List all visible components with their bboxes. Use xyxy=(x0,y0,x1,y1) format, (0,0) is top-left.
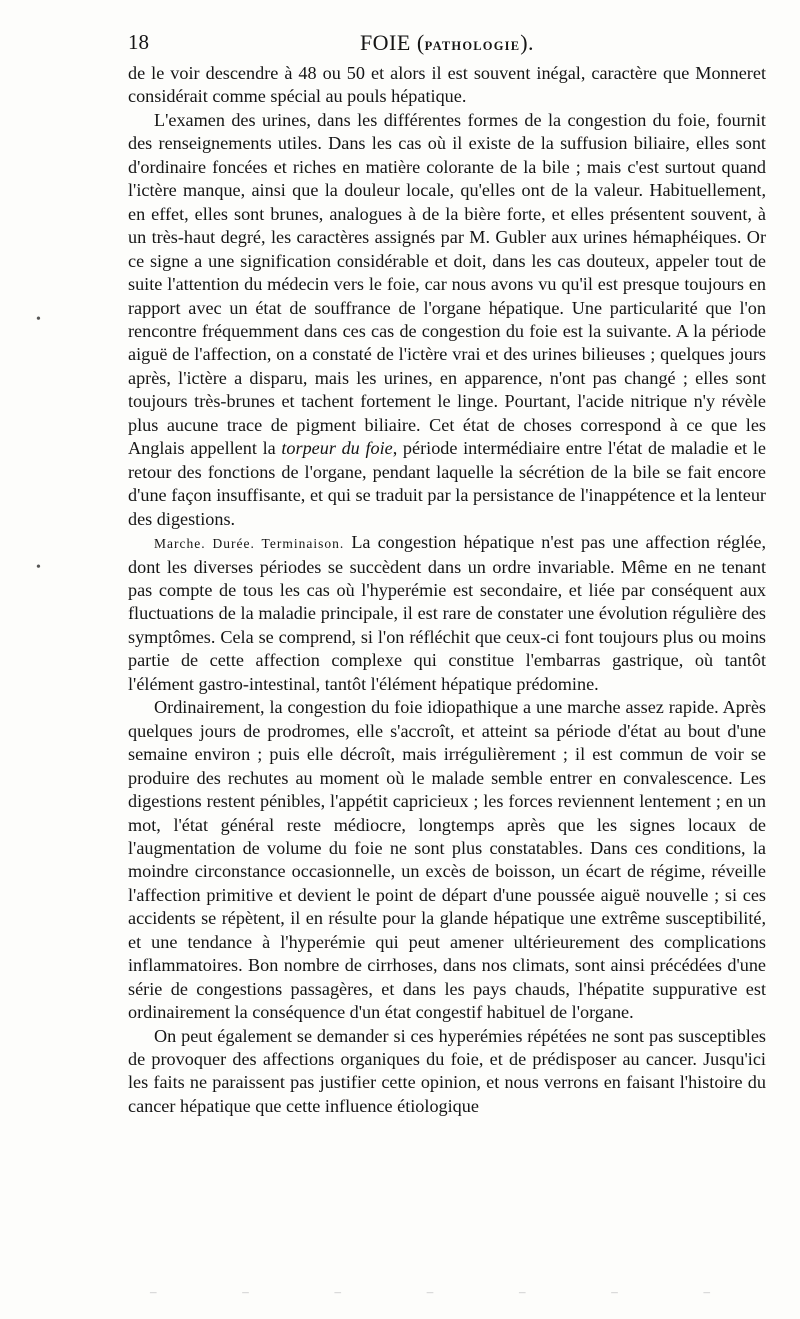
margin-dot: • xyxy=(36,560,41,575)
paragraph-urines-part-a: L'examen des urines, dans les différentes formes de la congestion du foie, fournit des renseignements utiles. Dans les cas où il existe de la suffusion biliaire, elles sont d'ordinaire foncées et riches en matière colorante de la bile ; mais c'est surtout quand l'ictère manque, ainsi que la douleur locale, qu'elles ont de la valeur. Habituellement, en effet, elles sont brunes, analogues à de la bière forte, et elles présentent souvent, à un très-haut degré, les caractères assignés par M. Gubler aux urines hémaphéiques. Or ce signe a une signification considérable et doit, dans les cas douteux, appeler tout de suite l'attention du médecin vers le foie, car nous avons vu qu'il est presque toujours en rapport avec un état de souffrance de l'organe hépatique. Une particularité que l'on rencontre fréquemment dans ces cas de congestion du foie est la suivante. A la période aiguë de l'affection, on a constaté de l'ictère vrai et des urines bilieuses ; quelques jours après, l'ictère a disparu, mais les urines, en apparence, n'ont pas changé ; elles sont toujours très-brunes et tachent fortement le linge. Pourtant, l'acide nitrique n'y révèle plus aucune trace de pigment biliaire. Cet état de choses correspond à ce que les Anglais appellent la xyxy=(128,109,766,459)
running-head xyxy=(128,30,766,56)
paragraph-hyperemies: On peut également se demander si ces hyperémies répétées ne sont pas susceptibles de provoquer des affections organiques du foie, et de prédisposer au cancer. Jusqu'ici les faits ne paraissent pas justifier cette opinion, et nous verrons en faisant l'histoire du cancer hépatique que cette influence étiologique xyxy=(128,1025,766,1116)
dash-mark: – xyxy=(150,1284,157,1299)
running-head-main: FOIE ( xyxy=(359,30,425,55)
paragraph-continuation: de le voir descendre à 48 ou 50 et alors il est souvent inégal, caractère que Monneret considérait comme spécial au pouls hépatique. xyxy=(128,63,766,107)
running-head-subtitle: PATHOLOGIE xyxy=(424,39,521,53)
running-head-end: ). xyxy=(520,30,535,55)
dash-mark: – xyxy=(611,1284,618,1299)
paragraph-urines xyxy=(128,109,766,531)
body-text xyxy=(128,62,766,1118)
page-header xyxy=(128,24,766,62)
page-number: 18 xyxy=(128,30,149,54)
dash-mark: – xyxy=(703,1284,710,1299)
italic-term: torpeur du foie xyxy=(281,438,393,459)
dash-mark: – xyxy=(519,1284,526,1299)
page xyxy=(128,24,766,1118)
dash-mark: – xyxy=(334,1284,341,1299)
paragraph-ordinairement: Ordinairement, la congestion du foie idiopathique a une marche assez rapide. Après quelques jours de prodromes, elle s'accroît, et atteint sa période d'état au bout d'une semaine environ ; puis elle décroît, mais irrégulièrement ; il est commun de voir se produire des rechutes au moment où le malade semble entrer en convalescence. Les digestions restent pénibles, l'appétit capricieux ; les forces reviennent lentement ; en un mot, l'état général reste médiocre, longtemps après que les signes locaux de l'augmentation de volume du foie ne sont plus constatables. Dans ces conditions, la moindre circonstance occasionnelle, un excès de boisson, un écart de régime, réveille l'affection primitive et devient le point de départ d'une poussée aiguë nouvelle ; si ces accidents se répètent, il en résulte pour la glande hépatique une extrême susceptibilité, et une tendance à l'hyperémie qui peut amener ultérieurement des complications inflammatoires. Bon nombre de cirrhoses, dans nos climats, sont ainsi précédées d'une série de congestions passagères, et dans les pays chauds, l'hépatite suppurative est ordinairement la conséquence d'un état congestif habituel de l'organe. xyxy=(128,697,766,1023)
paragraph-marche xyxy=(128,531,766,696)
paragraph-marche-body: La congestion hépatique n'est pas une affection réglée, dont les diverses périodes se succèdent dans un ordre invariable. Même en ne tenant pas compte de tous les cas où l'hyperémie est secondaire, et liée par conséquent aux fluctuations de la maladie principale, il est rare de constater une évolution régulière des symptômes. Cela se comprend, si l'on réfléchit que ceux-ci font toujours plus ou moins partie de cette affection complexe qui constitue l'embarras gastrique, où tantôt l'élément gastro-intestinal, tantôt l'élément hépatique prédomine. xyxy=(128,532,766,694)
page-footer-marks xyxy=(150,1284,710,1300)
dash-mark: – xyxy=(242,1284,249,1299)
paragraph-urines-part-b: , période intermédiaire entre l'état de maladie et le retour des fonctions de l'organe, pendant laquelle la sécrétion de la bile se fait encore d'une façon insuffisante, et qui se traduit par la persistance de l'inappétence et la lenteur des digestions. xyxy=(128,438,766,529)
section-heading: Marche. Durée. Terminaison. xyxy=(154,536,345,552)
dash-mark: – xyxy=(426,1284,434,1299)
margin-dot: • xyxy=(36,312,41,327)
